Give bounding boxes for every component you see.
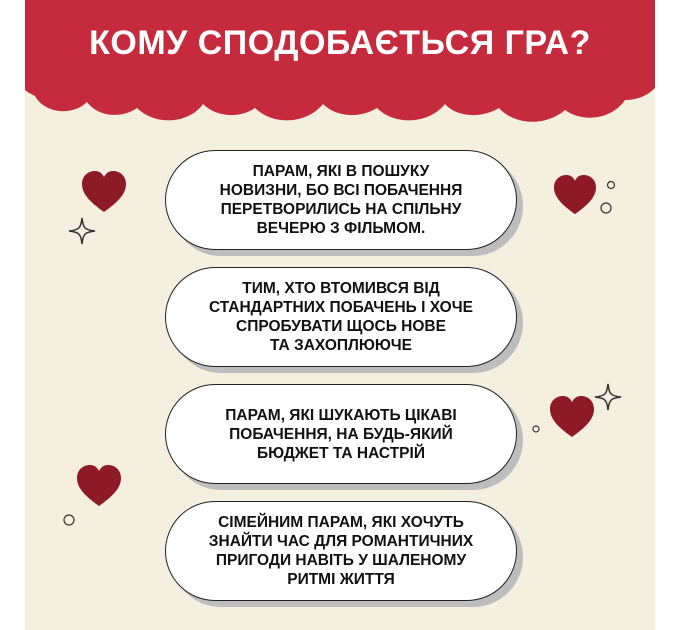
audience-card-2: [165, 267, 517, 367]
card-text: СІМЕЙНИМ ПАРАМ, ЯКІ ХОЧУТЬ ЗНАЙТИ ЧАС ДЛЯ РОМАНТИЧНИХ ПРИГОДИ НАВІТЬ У ШАЛЕНОМУ РИТМІ ЖИТТЯ: [208, 514, 474, 588]
circle-icon: [606, 180, 616, 190]
circle-icon: [599, 201, 613, 215]
circle-icon: [531, 424, 541, 434]
circle-icon: [62, 513, 76, 527]
card-text: ПАРАМ, ЯКІ ШУКАЮТЬ ЦІКАВІ ПОБАЧЕННЯ, НА БУДЬ-ЯКИЙ БЮДЖЕТ ТА НАСТРІЙ: [225, 406, 457, 462]
audience-card-4: [165, 501, 517, 601]
page-title: КОМУ СПОДОБАЄТЬСЯ ГРА?: [89, 24, 591, 62]
heart-icon: [552, 174, 598, 216]
audience-card-3: [165, 384, 517, 484]
infographic-canvas: [25, 0, 655, 630]
heart-icon: [80, 170, 128, 214]
audience-card-1: [165, 150, 517, 250]
sparkle-icon: [593, 382, 623, 412]
heart-icon: [75, 464, 123, 508]
card-text: ПАРАМ, ЯКІ В ПОШУКУ НОВИЗНИ, БО ВСІ ПОБАЧЕННЯ ПЕРЕТВОРИЛИСЬ НА СПІЛЬНУ ВЕЧЕРЮ З ФІЛЬМОМ.: [219, 163, 463, 237]
heart-icon: [548, 395, 596, 439]
sparkle-icon: [67, 216, 97, 246]
card-text: ТИМ, ХТО ВТОМИВСЯ ВІД СТАНДАРТНИХ ПОБАЧЕНЬ І ХОЧЕ СПРОБУВАТИ ЩОСЬ НОВЕ ТА ЗАХОПЛЮЮЧЕ: [209, 280, 473, 354]
header-banner: [25, 0, 655, 140]
